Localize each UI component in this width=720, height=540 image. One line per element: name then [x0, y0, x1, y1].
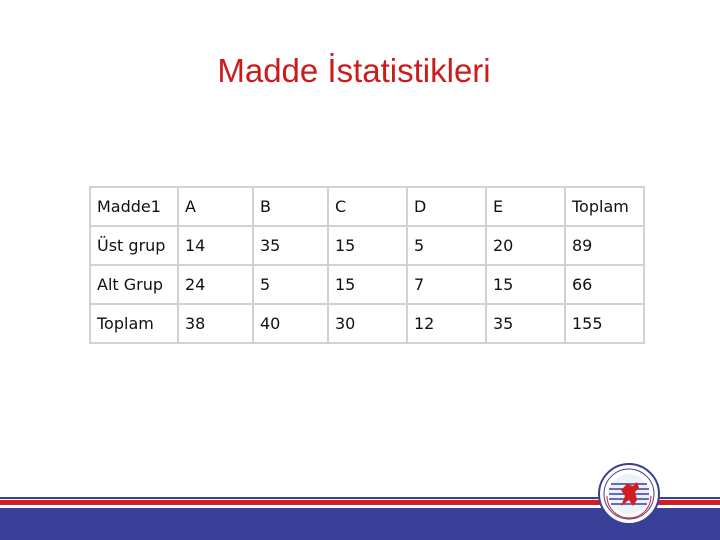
- table-cell: 15: [328, 265, 407, 304]
- table-row: [90, 304, 644, 343]
- table-cell: A: [178, 187, 253, 226]
- table-cell: 30: [328, 304, 407, 343]
- table-cell: 20: [486, 226, 565, 265]
- table-cell: E: [486, 187, 565, 226]
- table-cell: 35: [486, 304, 565, 343]
- table-cell: 15: [486, 265, 565, 304]
- table-cell: Alt Grup: [90, 265, 178, 304]
- table-cell: 7: [407, 265, 486, 304]
- table-cell: 5: [407, 226, 486, 265]
- slide-title: Madde İstatistikleri: [217, 52, 491, 89]
- table-cell: Toplam: [90, 304, 178, 343]
- table-cell: Toplam: [565, 187, 644, 226]
- table-cell: 89: [565, 226, 644, 265]
- table-cell: B: [253, 187, 328, 226]
- table-cell: 15: [328, 226, 407, 265]
- table-row: [90, 265, 644, 304]
- table-cell: C: [328, 187, 407, 226]
- table-cell: 24: [178, 265, 253, 304]
- table-cell: 35: [253, 226, 328, 265]
- table-cell: 38: [178, 304, 253, 343]
- table-cell: 155: [565, 304, 644, 343]
- table-header-row: [90, 187, 644, 226]
- table-cell: 66: [565, 265, 644, 304]
- table-cell: Üst grup: [90, 226, 178, 265]
- item-statistics-table: [89, 186, 645, 344]
- table-cell: D: [407, 187, 486, 226]
- table-cell: 40: [253, 304, 328, 343]
- table-row: [90, 226, 644, 265]
- table-cell: 14: [178, 226, 253, 265]
- table-cell: 5: [253, 265, 328, 304]
- table-cell: 12: [407, 304, 486, 343]
- table-cell: Madde1: [90, 187, 178, 226]
- university-seal-icon: [597, 462, 661, 526]
